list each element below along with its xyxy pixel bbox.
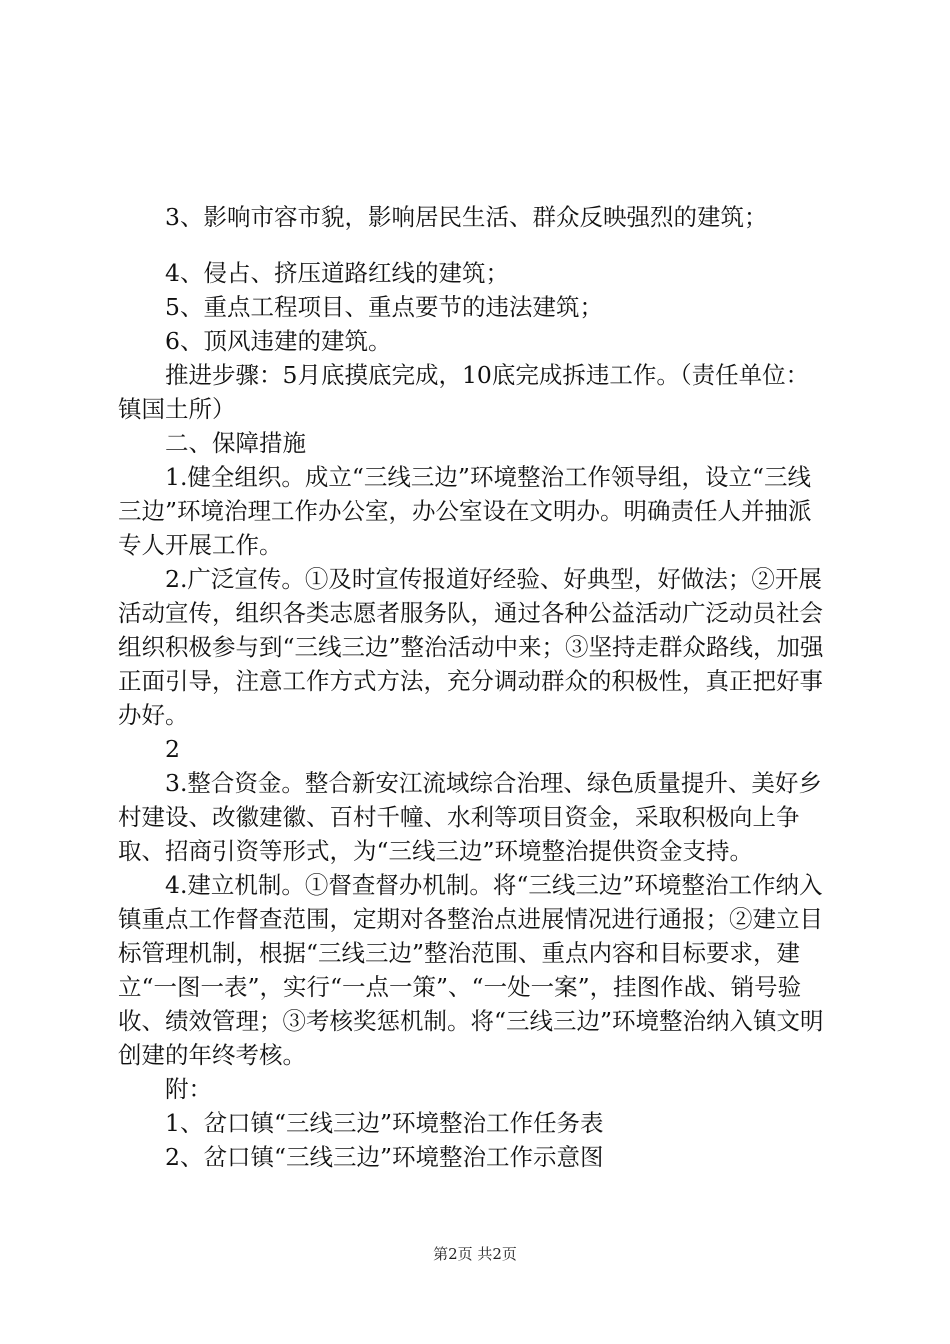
appendix-item-2: 2、岔口镇“三线三边”环境整治工作示意图 [165, 1143, 604, 1171]
page-footer: 第2页 共2页 [433, 1245, 517, 1263]
appendix-item-1: 1、岔口镇“三线三边”环境整治工作任务表 [165, 1109, 604, 1137]
paragraph-item-3: 3、影响市容市貌，影响居民生活、群众反映强烈的建筑； [165, 203, 768, 231]
stray-number: 2 [165, 735, 180, 763]
paragraph-item-5: 5、重点工程项目、重点要节的违法建筑； [165, 293, 603, 321]
paragraph-mechanism: 4.建立机制。①督查督办机制。将“三线三边”环境整治工作纳入镇重点工作督查范围，定期对各整治点进展情况进行通报；②建立目标管理机制，根据“三线三边”整治范围、重点内容和目标要求，建立“一图一表”，实行“一点一策”、“一处一案”，挂图作战、销号验收、绩效管理；③考核奖惩机制。将“三线三边”环境整治纳入镇文明创建的年终考核。 [118, 871, 824, 1069]
document-body [118, 200, 830, 1174]
paragraph-publicity: 2.广泛宣传。①及时宣传报道好经验、好典型，好做法；②开展活动宣传，组织各类志愿者服务队，通过各种公益活动广泛动员社会组织积极参与到“三线三边”整治活动中来；③坚持走群众路线，加强正面引导，注意工作方式方法，充分调动群众的积极性，真正把好事办好。 [118, 565, 824, 729]
section-heading-measures: 二、保障措施 [165, 429, 306, 457]
paragraph-item-6: 6、顶风违建的建筑。 [165, 327, 392, 355]
appendix-heading: 附： [165, 1075, 212, 1103]
paragraph-organization: 1.健全组织。成立“三线三边”环境整治工作领导组，设立“三线三边”环境治理工作办公室，办公室设在文明办。明确责任人并抽派专人开展工作。 [118, 463, 812, 559]
paragraph-funding: 3.整合资金。整合新安江流域综合治理、绿色质量提升、美好乡村建设、改徽建徽、百村千幢、水利等项目资金，采取积极向上争取、招商引资等形式，为“三线三边”环境整治提供资金支持。 [118, 769, 822, 865]
paragraph-item-4: 4、侵占、挤压道路红线的建筑； [165, 259, 509, 287]
paragraph-schedule: 推进步骤：5月底摸底完成，10底完成拆违工作。（责任单位：镇国土所） [118, 361, 810, 423]
